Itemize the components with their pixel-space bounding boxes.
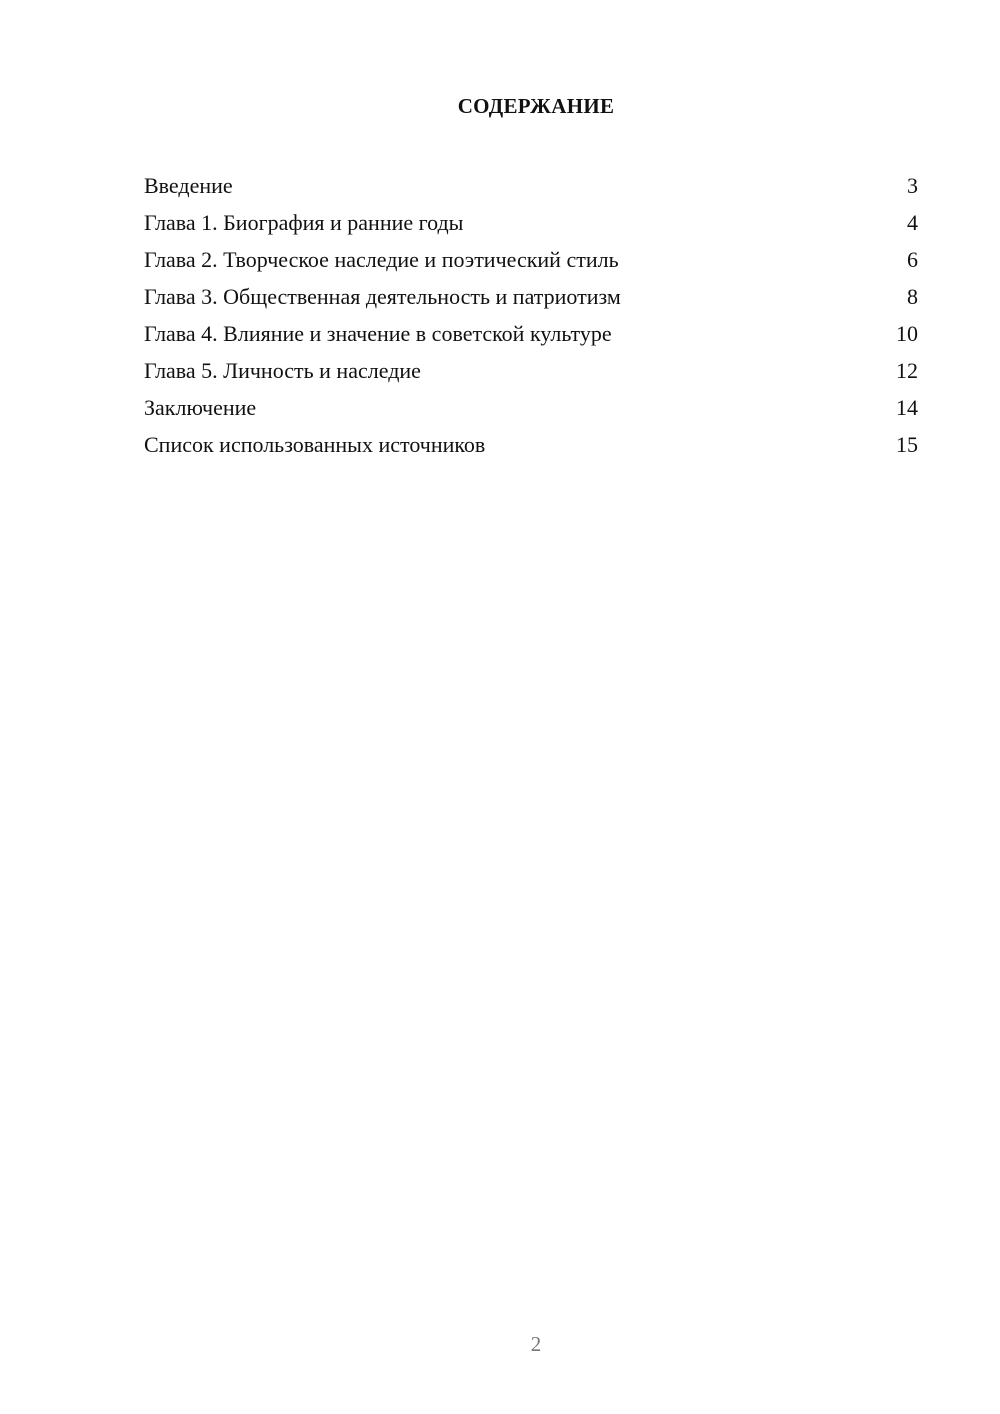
page-number: 2 — [530, 1332, 542, 1356]
toc-entry-page: 14 — [896, 395, 918, 420]
toc-entry-page: 10 — [896, 321, 918, 346]
toc-entry-label: Глава 1. Биография и ранние годы — [144, 210, 464, 235]
toc-entry-page: 4 — [907, 210, 918, 235]
toc-title: СОДЕРЖАНИЕ — [457, 94, 615, 118]
toc-entry-chapter-4[interactable] — [144, 315, 918, 352]
toc-entry-label: Введение — [144, 173, 233, 198]
toc-entry-page: 3 — [907, 173, 918, 198]
toc-entry-references[interactable] — [144, 426, 918, 463]
toc-entry-chapter-3[interactable] — [144, 278, 918, 315]
toc-entry-label: Глава 5. Личность и наследие — [144, 358, 421, 383]
toc-entry-page: 12 — [896, 358, 918, 383]
toc-entry-label: Заключение — [144, 395, 257, 420]
toc-entry-chapter-2[interactable] — [144, 241, 918, 278]
toc-entry-chapter-5[interactable] — [144, 352, 918, 389]
table-of-contents — [144, 167, 918, 463]
toc-entry-label: Список использованных источников — [144, 432, 486, 457]
toc-entry-page: 6 — [907, 247, 918, 272]
toc-entry-introduction[interactable] — [144, 167, 918, 204]
toc-entry-conclusion[interactable] — [144, 389, 918, 426]
toc-entry-label: Глава 3. Общественная деятельность и патриотизм — [144, 284, 621, 309]
toc-entry-page: 15 — [896, 432, 918, 457]
toc-entry-chapter-1[interactable] — [144, 204, 918, 241]
toc-entry-page: 8 — [907, 284, 918, 309]
toc-entry-label: Глава 2. Творческое наследие и поэтический стиль — [144, 247, 619, 272]
toc-entry-label: Глава 4. Влияние и значение в советской культуре — [144, 321, 612, 346]
